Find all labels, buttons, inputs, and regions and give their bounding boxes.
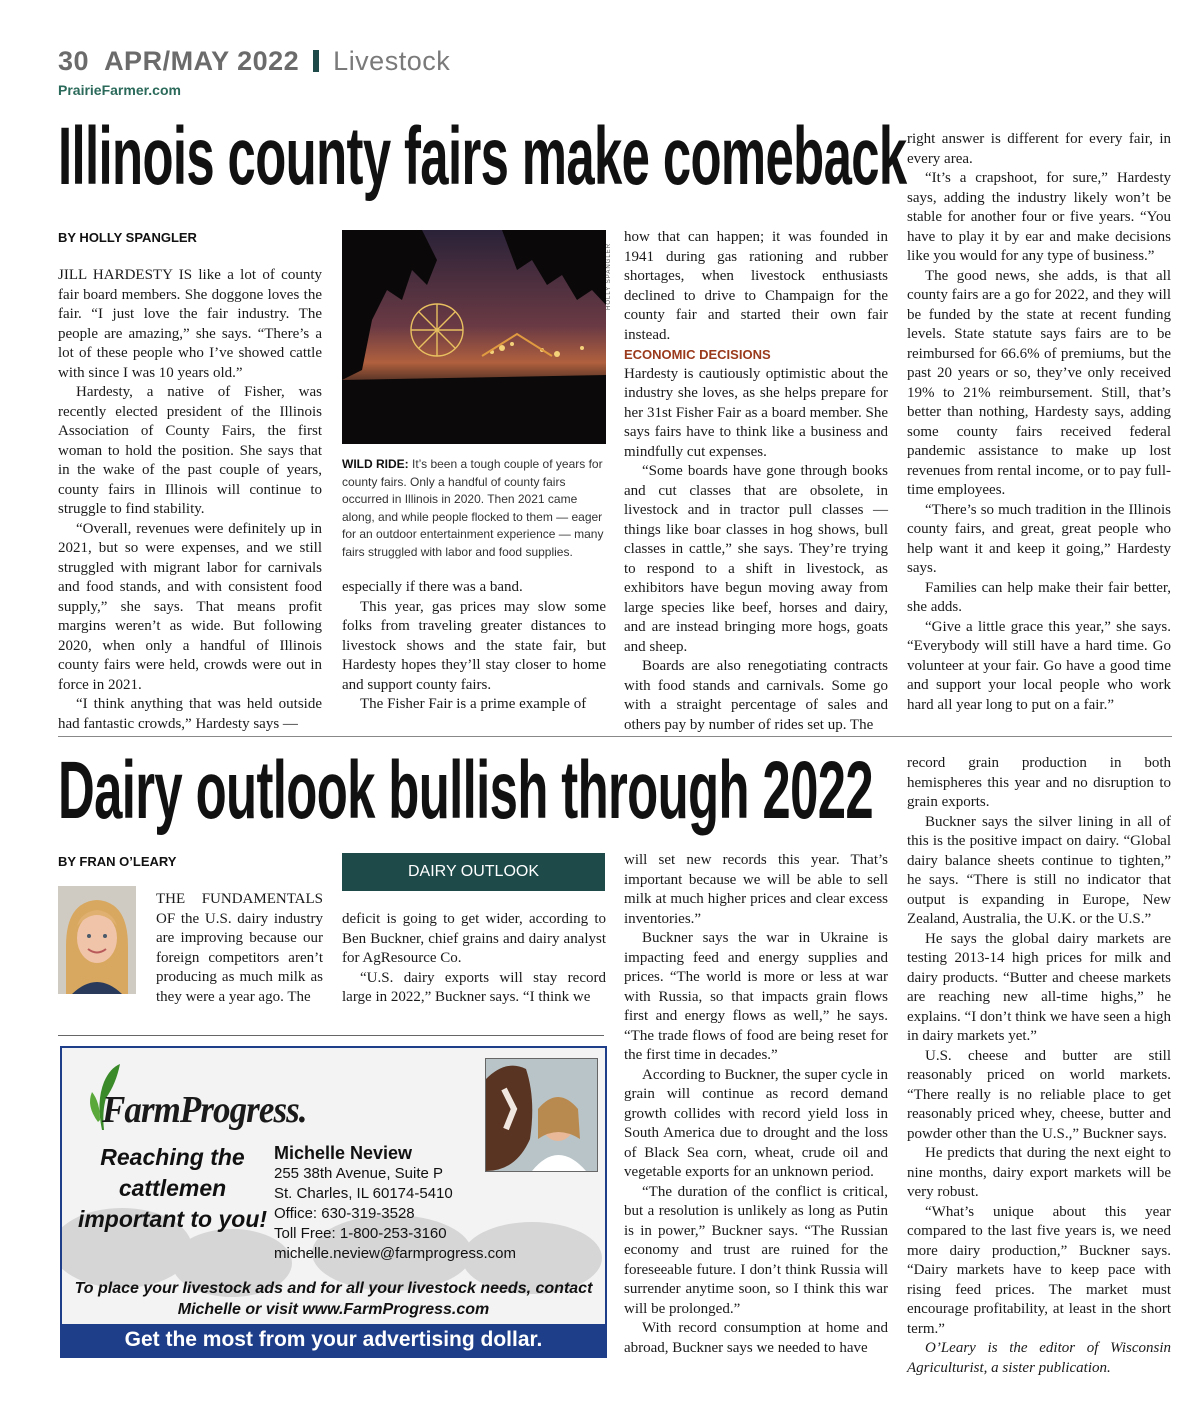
paragraph: how that can happen; it was founded in 1941 during gas rationing and rubber shortages, when livestock enthusiasts declined to drive to Champaign for the county fair and started their own fair instead.	[624, 229, 888, 343]
article1-col2	[342, 578, 606, 715]
paragraph: “Give a little grace this year,” she says. “Everybody will still have a hard time. Go volunteer at your fair. Go have a good time and support your local people who work hard all year long to put on a fair.”	[907, 618, 1171, 713]
paragraph: especially if there was a band.	[342, 579, 523, 595]
paragraph: Buckner says the war in Ukraine is impacting feed and energy supplies and prices. “The world is more or less at war with Russia, so that impacts grain flows first and energy flows as well,” he says. “The trade flows of food are being reset for the first time in decades.”	[624, 930, 888, 1063]
paragraph: JILL HARDESTY IS like a lot of county fair board members. She doggone loves the fair. “I just love the fair industry. The people are amazing,” she says. “There’s a lot of these people who I’ve showed cattle with since I was 10 years old.”	[58, 267, 322, 381]
paragraph: U.S. cheese and butter are still reasonably priced on world markets. “There really is no reliable place to get reasonably priced whey, cheese, butter and powder other than the U.S.,” Buckner says.	[907, 1047, 1171, 1142]
farmprogress-logo: FarmProgress.	[102, 1089, 307, 1131]
issue-date: APR/MAY 2022	[104, 46, 300, 76]
contact-address2: St. Charles, IL 60174-5410	[274, 1185, 453, 1202]
paragraph: will set new records this year. That’s important because we will be able to sell milk at much higher prices and clear excess inventories.”	[624, 852, 888, 927]
paragraph: Boards are also renegotiating contracts with food stands and carnivals. Some go with a straight percentage of sales and others pay by number of rides set up. The	[624, 658, 888, 733]
caption-text: It’s been a tough couple of years for county fairs. Only a handful of county fairs occurred in Illinois in 2020. Then 2021 came along, and while people flocked to them — eager for an outdoor entertainment experience — many fairs struggled with labor and food supplies.	[342, 457, 604, 559]
paragraph: This year, gas prices may slow some folks from traveling greater distances to livestock shows and the state fair, but Hardesty hopes they’ll stay closer to home and support county fairs.	[342, 598, 606, 693]
fair-night-photo	[342, 230, 606, 444]
contact-tollfree: Toll Free: 1-800-253-3160	[274, 1225, 447, 1242]
article2-byline: BY FRAN O’LEARY	[58, 854, 177, 869]
header-divider	[313, 50, 319, 72]
paragraph: right answer is different for every fair, in every area.	[907, 131, 1171, 167]
ad-banner-slogan: Get the most from your advertising dollar.	[62, 1324, 605, 1356]
site-link[interactable]: PrairieFarmer.com	[58, 82, 181, 98]
section-name: Livestock	[333, 46, 451, 76]
article2-headline: Dairy outlook bullish through 2022	[58, 745, 874, 836]
paragraph: “There’s so much tradition in the Illinois county fairs, and great, great people who help want it and keep it going,” Hardesty says.	[907, 501, 1171, 576]
paragraph: He says the global dairy markets are testing 2013-14 high prices for milk and dairy products. “Butter and cheese markets are reaching new all-time highs,” he explains. “I don’t think we have seen a high in dairy markets yet.”	[907, 930, 1171, 1044]
contact-office-phone: Office: 630-319-3528	[274, 1205, 415, 1222]
ad-call-to-action: To place your livestock ads and for all your livestock needs, contact Michelle or visit www.FarmProgress.com	[74, 1280, 593, 1318]
paragraph: record grain production in both hemispheres this year and no disruption to grain exports.	[907, 755, 1171, 810]
article1-col3	[624, 228, 888, 735]
farmprogress-ad[interactable]	[60, 1046, 607, 1358]
article1-headline: Illinois county fairs make comeback	[58, 111, 907, 202]
paragraph: “The duration of the conflict is critical, but a resolution is unlikely as long as Putin is in power,” Buckner says. “The Russian economy and trust are ruined for the foreseeable future. I don’t think Russia will surrender anytime soon, so I think this war will be prolonged.”	[624, 1183, 888, 1317]
dairy-outlook-label: DAIRY OUTLOOK	[342, 853, 605, 891]
ad-tagline: Reaching the cattlemen important to you!	[77, 1144, 268, 1232]
author-portrait	[58, 886, 136, 994]
article2-col2	[342, 910, 606, 1008]
paragraph: “I think anything that was held outside had fantastic crowds,” Hardesty says —	[58, 696, 322, 732]
paragraph: The Fisher Fair is a prime example of	[360, 696, 587, 712]
page-number: 30	[58, 46, 90, 76]
photo-caption	[342, 456, 606, 561]
paragraph: He predicts that during the next eight to nine months, dairy export markets will be very robust.	[907, 1145, 1171, 1200]
author-signoff: O’Leary is the editor of Wisconsin Agriculturist, a sister publication.	[907, 1340, 1171, 1376]
paragraph: deficit is going to get wider, according to Ben Buckner, chief grains and dairy analyst for AgResource Co.	[342, 911, 606, 966]
paragraph: “It’s a crapshoot, for sure,” Hardesty says, adding the industry likely won’t be stable for another four or five years. “You have to play it by ear and make decisions like you would for any type of business.”	[907, 170, 1171, 264]
paragraph: Hardesty, a native of Fisher, was recently elected president of the Illinois Association of County Fairs, the first woman to hold the position. She says that in the wake of the past couple of years, county fairs in Illinois will continue to struggle to find stability.	[58, 384, 322, 517]
ad-top-rule	[58, 1035, 604, 1036]
page-header	[58, 46, 450, 77]
paragraph: THE FUNDAMENTALS OF the U.S. dairy industry are improving because our foreign competitors aren’t producing as much milk as they were a year ago. The	[156, 891, 323, 1005]
paragraph: With record consumption at home and abroad, Buckner says we needed to have	[624, 1320, 888, 1356]
paragraph: Hardesty is cautiously optimistic about the industry she loves, as she helps prepare for her 31st Fisher Fair as a board member. She says fairs have to think like a business and mindfully cut expenses.	[624, 365, 888, 460]
contact-email[interactable]: michelle.neview@farmprogress.com	[274, 1245, 516, 1262]
caption-lead: WILD RIDE:	[342, 457, 409, 471]
paragraph: “Some boards have gone through books and cut classes that are obsolete, in livestock and in tractor pull classes — things like boar classes in hog shows, bull classes in cattle,” she says. They’re trying to respond to a shift in livestock, as exhibitors have begun moving away from large species like beef, horses and dairy, and are instead bringing more hogs, goats and sheep.	[624, 463, 888, 655]
contact-address1: 255 38th Avenue, Suite P	[274, 1165, 444, 1182]
photo-credit: HOLLY SPANGLER	[606, 242, 612, 310]
paragraph: According to Buckner, the super cycle in grain will continue as record demand growth collides with record yield loss in South America due to drought and the loss of Black Sea corn, wheat, crude oil and vegetable exports for an unknown period.	[624, 1066, 888, 1180]
article1-col4	[907, 130, 1171, 715]
section-divider	[58, 736, 1172, 737]
subhead-economic-decisions: ECONOMIC DECISIONS	[624, 347, 771, 362]
ad-contact-block	[274, 1142, 516, 1264]
paragraph: “What’s unique about this year compared to the last five years is, we need more dairy production,” Buckner says. “Dairy markets have to keep pace with rising feed prices. The market must encourage profitability, at least in the short term.”	[907, 1203, 1171, 1337]
article1-col1	[58, 266, 322, 734]
article2-col4	[907, 754, 1171, 1378]
contact-name: Michelle Neview	[274, 1143, 413, 1163]
article2-col3	[624, 851, 888, 1358]
paragraph: Buckner says the silver lining in all of this is the positive impact on dairy. “Global dairy balance sheets continue to tighten,” he says. “There is still no indicator that output is expanding in Europe, New Zealand, Australia, the U.K. or the U.S.”	[907, 813, 1171, 927]
paragraph: The good news, she adds, is that all county fairs are a go for 2022, and they will be funded by the state at recent funding levels. State statute says fairs are to be reimbursed for 66.6% of premiums, but the past 20 years or so, they’ve only received 19% to 21% reimbursement. Still, that’s better than nothing, Hardesty says, adding some county fairs received federal pandemic assistance to make up lost revenues from rental income, or to pay full-time employees.	[907, 267, 1171, 498]
paragraph: “Overall, revenues were definitely up in 2021, but so were expenses, and we still struggled with migrant labor for carnivals and food stands, and with consistent food supply,” she says. That means profit margins weren’t as wide. But following 2020, when only a handful of Illinois county fairs were held, crowds were out in force in 2021.	[58, 520, 322, 693]
paragraph: “U.S. dairy exports will stay record large in 2022,” Buckner says. “I think we	[342, 969, 606, 1005]
article1-byline: BY HOLLY SPANGLER	[58, 230, 197, 245]
paragraph: Families can help make their fair better, she adds.	[907, 579, 1171, 615]
article2-col1	[156, 890, 323, 1007]
